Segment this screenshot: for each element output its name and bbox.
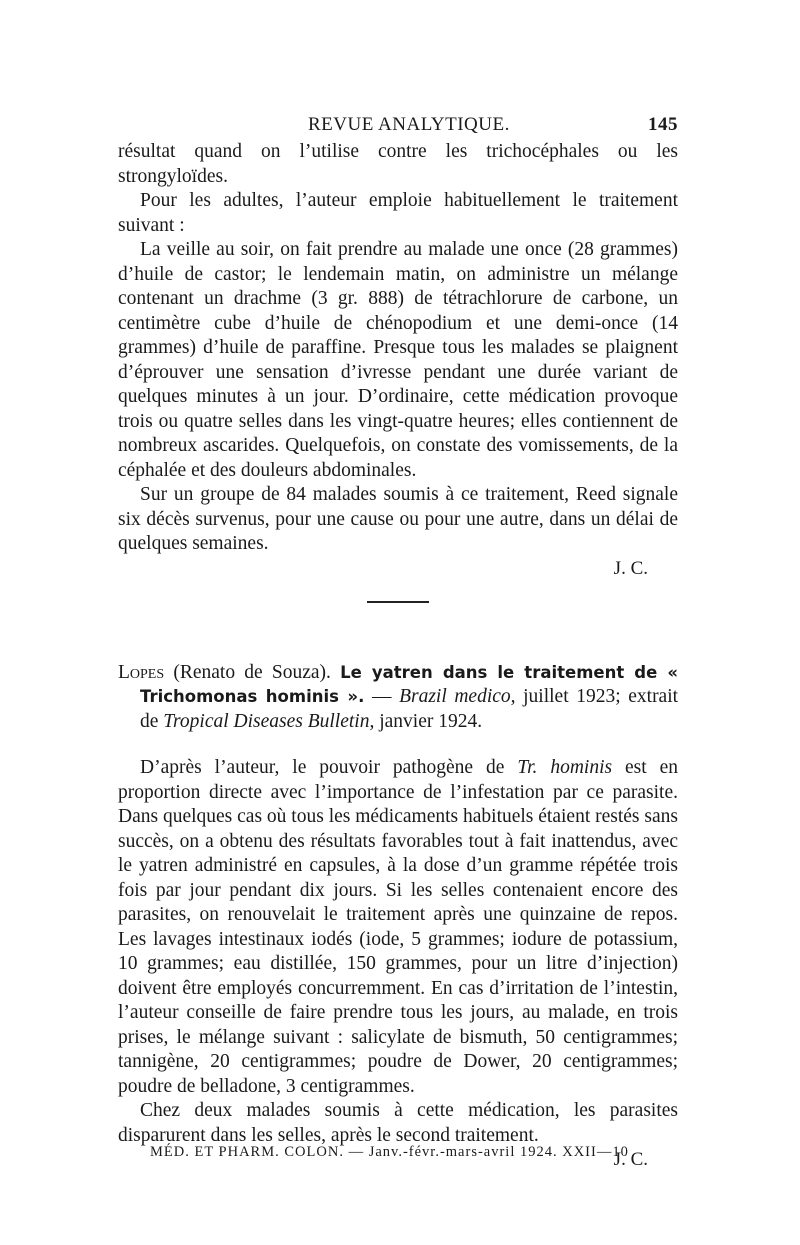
separator: — bbox=[371, 686, 392, 707]
page bbox=[118, 110, 678, 1172]
article-reed bbox=[118, 140, 678, 581]
running-header bbox=[118, 110, 678, 140]
paragraph: résultat quand on l’utilise contre les trichocéphales ou les strongyloïdes. bbox=[118, 141, 678, 187]
species-name: Tr. hominis bbox=[517, 757, 613, 778]
journal-date: juillet 1923; extrait de bbox=[140, 686, 679, 732]
page-number: 145 bbox=[648, 114, 678, 135]
article-lopes-body bbox=[118, 756, 678, 1172]
text-run: D’après l’auteur, le pouvoir pathogène de bbox=[140, 757, 505, 778]
article-heading bbox=[118, 661, 678, 735]
bulletin-date: janvier 1924. bbox=[379, 710, 483, 732]
signature: J. C. bbox=[613, 557, 648, 579]
page-footer: MÉD. ET PHARM. COLON. — Janv.-févr.-mars-avril 1924. XXII—10 bbox=[150, 1144, 629, 1160]
paragraph: Chez deux malades soumis à cette médication, les parasites disparurent dans les selles, après le second traitement. bbox=[118, 1100, 678, 1146]
paragraph: Sur un groupe de 84 malades soumis à ce traitement, Reed signale six décès survenus, pour une cause ou pour une autre, dans un délai de quelques semaines. bbox=[118, 484, 678, 554]
paragraph bbox=[118, 756, 678, 1099]
article-title: Le yatren dans le traitement de « Trichomonas hominis ». bbox=[140, 662, 679, 706]
author-detail: (Renato de Souza). bbox=[173, 661, 331, 683]
paragraph: Pour les adultes, l’auteur emploie habituellement le traitement suivant : bbox=[118, 190, 678, 236]
paragraph: La veille au soir, on fait prendre au malade une once (28 grammes) d’huile de castor; le lendemain matin, on administre un mélange contenant un drachme (3 gr. 888) de tétrachlorure de carbone, un centimètre cube d’huile de chénopodium et une demi-once (14 grammes) d’huile de paraffine. Presque tous les malades se plaignent d’éprouver une sensation d’ivresse pendant une durée variant de quelques minutes à un jour. D’ordinaire, cette médication provoque trois ou quatre selles dans les vingt-quatre heures; elles contiennent de nombreux ascarides. Quelquefois, on constate des vomissements, de la céphalée et des douleurs abdominales. bbox=[118, 239, 678, 481]
signature: J. C. bbox=[613, 1149, 648, 1170]
text-run: est en proportion directe avec l’importance de l’infestation par ce parasite. Dans quelques cas où tous les médicaments habituels étaient restés sans succès, on a obtenu des résultats favorables tout à fait inattendus, avec le yatren administré en capsules, à la dose d’un gramme répétée trois fois par jour pendant dix jours. Si les selles contenaient encore des parasites, on renouvelait le traitement après une quinzaine de repos. Les lavages intestinaux iodés (iode, 5 grammes; iodure de potassium, 10 grammes; eau distillée, 150 grammes, pour un litre d’injection) doivent être employés concurremment. En cas d’irritation de l’intestin, l’auteur conseille de faire prendre tous les jours, au malade, en trois prises, le mélange suivant : salicylate de bismuth, 50 centigrammes; tannigène, 20 centigrammes; poudre de Dower, 20 centigrammes; poudre de belladone, 3 centigrammes. bbox=[118, 757, 679, 1097]
bulletin-name: Tropical Diseases Bulletin, bbox=[163, 710, 375, 732]
section-divider bbox=[367, 601, 429, 603]
running-title: REVUE ANALYTIQUE. bbox=[308, 114, 510, 135]
journal-name: Brazil medico, bbox=[399, 686, 516, 707]
author-name: Lopes bbox=[118, 661, 165, 683]
